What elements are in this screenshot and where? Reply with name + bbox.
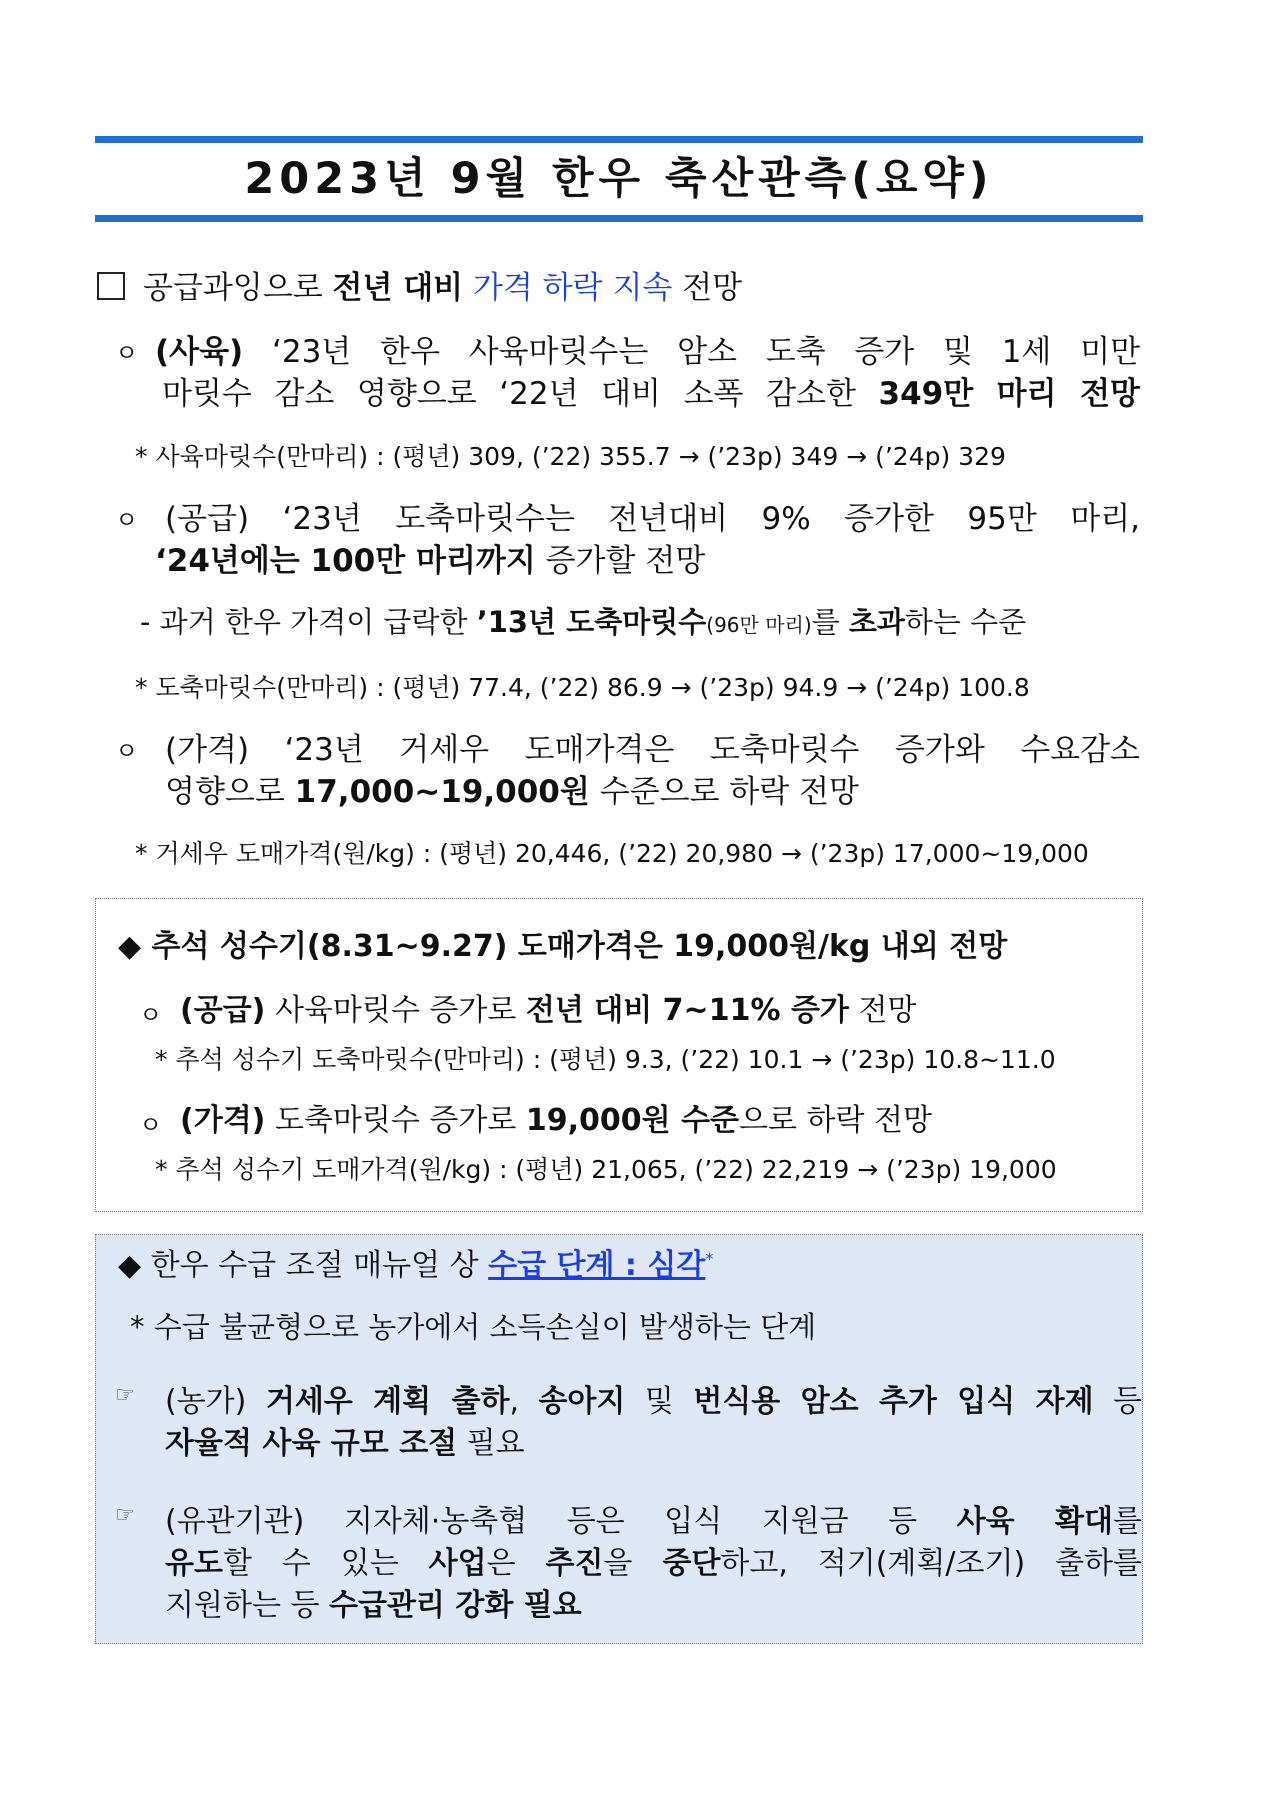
chuseok-supply-note: * 추석 성수기 도축마릿수(만마리) : (평년) 9.3, (’22) 10.1 → (’23p) 10.8~11.0: [155, 1045, 1056, 1074]
page-title: 2023년 9월 한우 축산관측(요약): [244, 154, 994, 204]
supply-note: * 도축마릿수(만마리) : (평년) 77.4, (’22) 86.9 → (’23p) 94.9 → (’24p) 100.8: [135, 673, 1030, 702]
title-bottom-rule: [95, 215, 1143, 222]
price-note: * 거세우 도매가격(원/kg) : (평년) 20,446, (’22) 20,980 → (’23p) 17,000~19,000: [135, 839, 1089, 868]
circle-bullet-icon: ㅇ: [115, 339, 139, 367]
chuseok-supply-line: (공급) 사육마릿수 증가로 전년 대비 7~11% 증가 전망: [180, 993, 917, 1028]
title-block: [95, 136, 1143, 222]
supply-line-1: (공급) ‘23년 도축마릿수는 전년대비 9% 증가한 95만 마리,: [165, 501, 1140, 537]
manual-note: * 수급 불균형으로 농가에서 소득손실이 발생하는 단계: [130, 1310, 817, 1344]
saryuk-line-1: (사육) ‘23년 한우 사육마릿수는 암소 도축 증가 및 1세 미만: [155, 334, 1141, 370]
checkbox-square-icon: [97, 272, 125, 300]
circle-bullet-icon: ㅇ: [139, 1001, 163, 1029]
org-line-1: (유관기관) 지자체·농축협 등은 입식 지원금 등 사육 확대를: [165, 1504, 1142, 1539]
price-line-1: (가격) ‘23년 거세우 도매가격은 도축마릿수 증가와 수요감소: [165, 732, 1141, 768]
chuseok-price-line: (가격) 도축마릿수 증가로 19,000원 수준으로 하락 전망: [180, 1103, 932, 1138]
circle-bullet-icon: ㅇ: [115, 506, 139, 534]
supply-line-2: ‘24년에는 100만 마리까지 증가할 전망: [155, 543, 706, 579]
manual-heading: ◆ 한우 수급 조절 매뉴얼 상 수급 단계 : 심각*: [118, 1248, 714, 1283]
pointing-hand-icon: ☞: [115, 1503, 135, 1528]
saryuk-note: * 사육마릿수(만마리) : (평년) 309, (’22) 355.7 → (’23p) 349 → (’24p) 329: [135, 442, 1006, 471]
farm-line-1: (농가) 거세우 계획 출하, 송아지 및 번식용 암소 추가 입식 자제 등: [165, 1384, 1143, 1419]
price-line-2: 영향으로 17,000~19,000원 수준으로 하락 전망: [165, 774, 859, 810]
org-line-2: 유도할 수 있는 사업은 추진을 중단하고, 적기(계획/조기) 출하를: [165, 1546, 1143, 1581]
title-top-rule: [95, 136, 1143, 143]
farm-line-2: 자율적 사육 규모 조절 필요: [165, 1426, 525, 1461]
headline: 공급과잉으로 전년 대비 가격 하락 지속 전망: [97, 262, 742, 307]
circle-bullet-icon: ㅇ: [139, 1111, 163, 1139]
supply-dash-line: - 과거 한우 가격이 급락한 ’13년 도축마릿수(96만 마리)를 초과하는 수준: [140, 605, 1027, 639]
circle-bullet-icon: ㅇ: [115, 737, 139, 765]
org-line-3: 지원하는 등 수급관리 강화 필요: [165, 1588, 582, 1623]
chuseok-price-note: * 추석 성수기 도매가격(원/kg) : (평년) 21,065, (’22) 22,219 → (’23p) 19,000: [155, 1155, 1057, 1184]
saryuk-line-2: 마릿수 감소 영향으로 ‘22년 대비 소폭 감소한 349만 마리 전망: [162, 376, 1140, 412]
pointing-hand-icon: ☞: [115, 1383, 135, 1408]
chuseok-heading: ◆ 추석 성수기(8.31~9.27) 도매가격은 19,000원/kg 내외 전망: [118, 929, 1008, 964]
